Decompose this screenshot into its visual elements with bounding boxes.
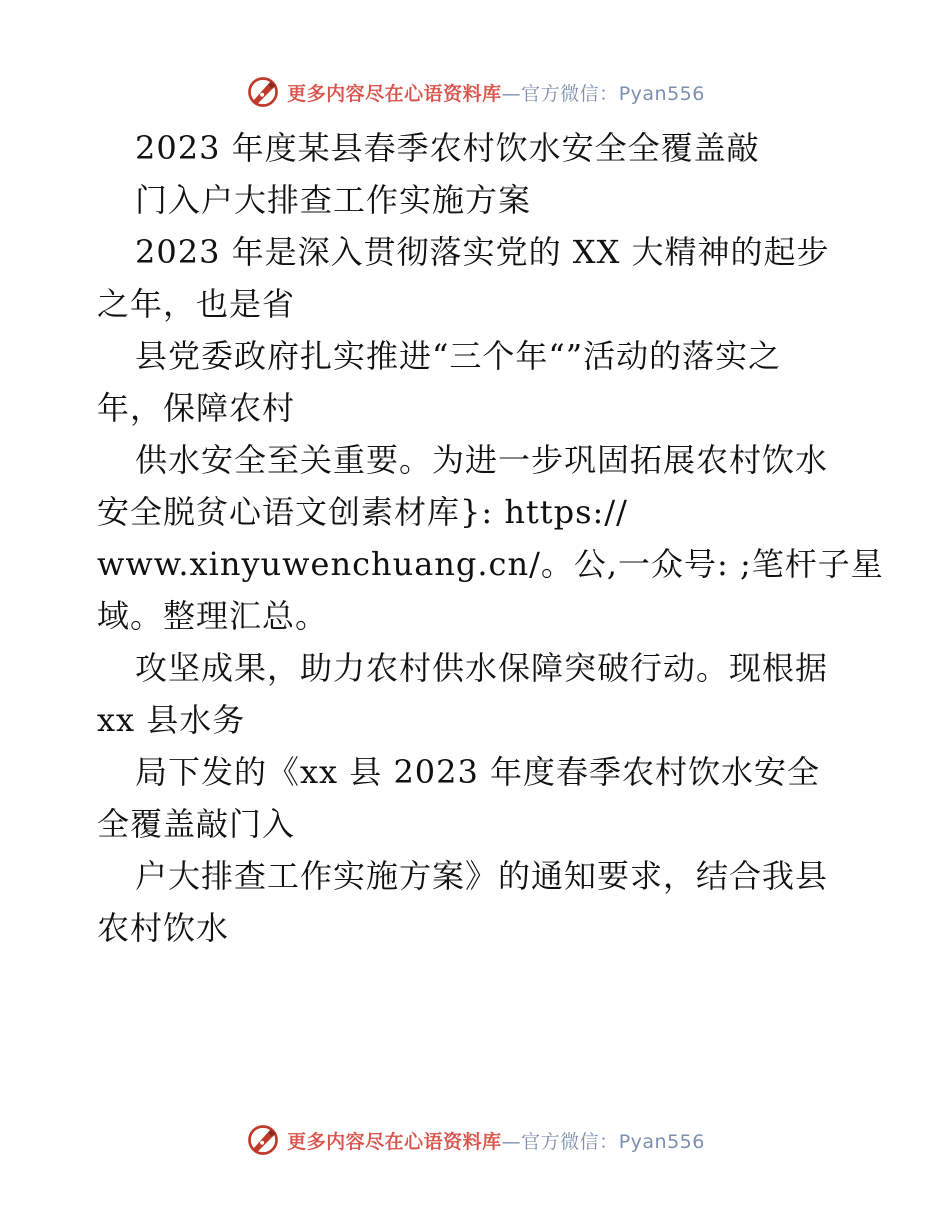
watermark-brand: 更多内容尽在心语资料库 xyxy=(287,1130,502,1153)
paragraph-line: 供水安全至关重要。为进一步巩固拓展农村饮水 xyxy=(135,441,829,479)
paragraph-line: www.xinyuwenchuang.cn/。公,一众号: ;笔杆子星 xyxy=(97,545,884,583)
paragraph-line: 局下发的《xx 县 2023 年度春季农村饮水安全 xyxy=(135,753,821,791)
paragraph-line: 2023 年是深入贯彻落实党的 XX 大精神的起步 xyxy=(135,233,830,271)
doc-title-line-2: 门入户大排查工作实施方案 xyxy=(135,181,532,219)
watermark-text xyxy=(287,1127,705,1154)
paragraph-line: 全覆盖敲门入 xyxy=(97,805,296,843)
watermark xyxy=(245,74,705,110)
watermark-contact: —官方微信： xyxy=(501,1130,619,1153)
watermark-id: Pyan556 xyxy=(618,1130,705,1153)
paragraph-line: 年，保障农村 xyxy=(97,389,296,427)
paragraph-line: xx 县水务 xyxy=(97,701,246,739)
doc-title-line-1: 2023 年度某县春季农村饮水安全全覆盖敲 xyxy=(135,129,760,167)
document-body xyxy=(97,122,884,954)
watermark-brand: 更多内容尽在心语资料库 xyxy=(287,82,502,105)
page-footer-watermark xyxy=(0,1118,950,1162)
watermark-contact: —官方微信： xyxy=(501,82,619,105)
watermark-id: Pyan556 xyxy=(618,82,705,105)
watermark xyxy=(245,1122,705,1158)
pen-nib-logo-icon xyxy=(245,74,281,110)
paragraph-line: 安全脱贫心语文创素材库}: https:// xyxy=(97,493,628,531)
pen-nib-logo-icon xyxy=(245,1122,281,1158)
paragraph-line: 攻坚成果，助力农村供水保障突破行动。现根据 xyxy=(135,649,829,687)
page-header-watermark xyxy=(0,70,950,114)
paragraph-line: 农村饮水 xyxy=(97,909,230,947)
paragraph-line: 户大排查工作实施方案》的通知要求，结合我县 xyxy=(135,857,829,895)
watermark-text xyxy=(287,79,705,106)
paragraph-line: 之年，也是省 xyxy=(97,285,296,323)
paragraph-line: 县党委政府扎实推进“三个年“”活动的落实之 xyxy=(135,337,782,375)
paragraph-line: 域。整理汇总。 xyxy=(97,597,329,635)
